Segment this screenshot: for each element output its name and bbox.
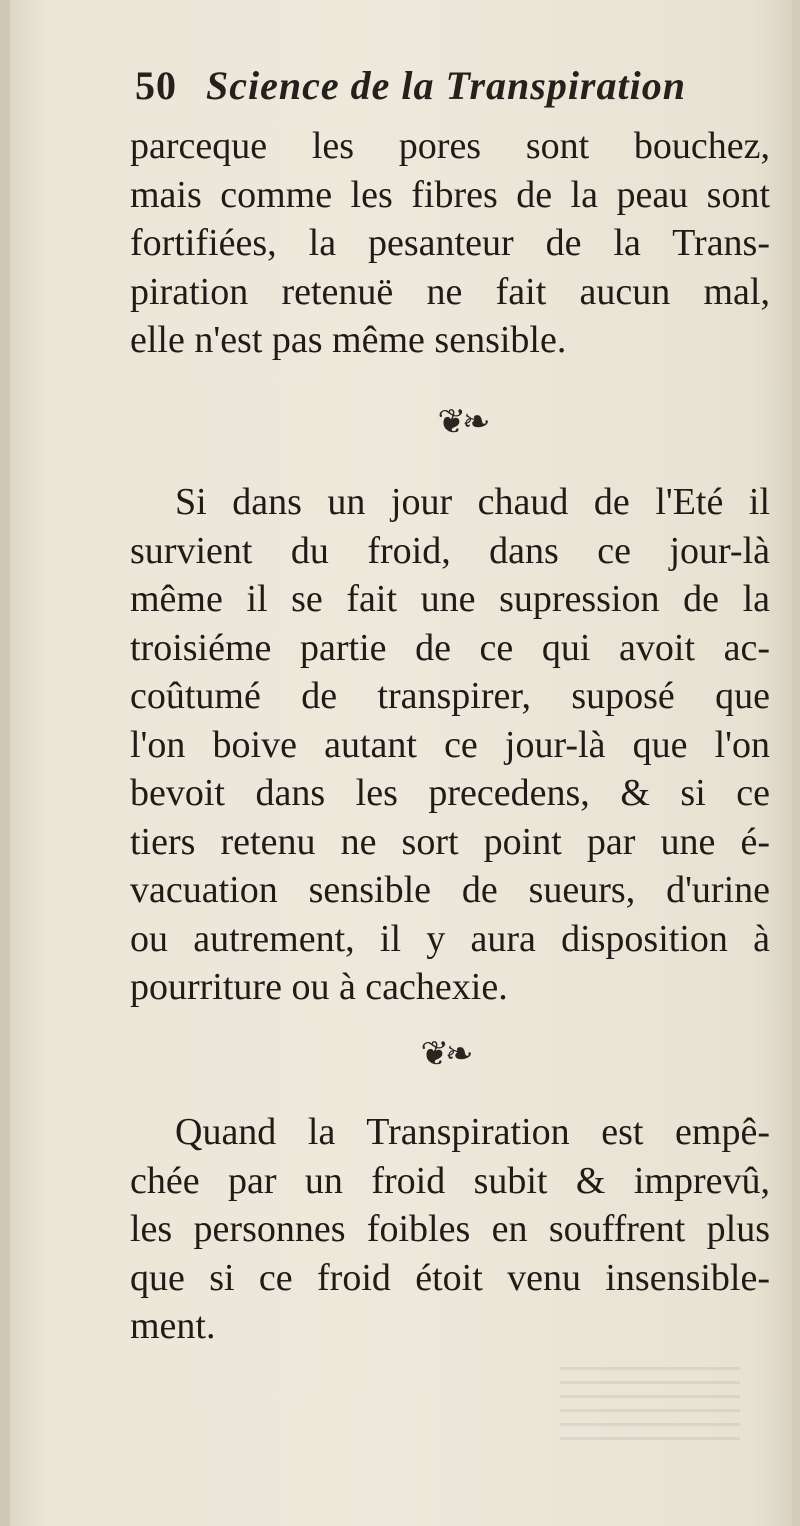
- text-line: parceque les pores sont bouchez,: [130, 125, 770, 167]
- show-through-bleed: [560, 1360, 740, 1440]
- text-line: elle n'est pas même sensible.: [130, 319, 567, 361]
- paragraph-3: [130, 1108, 770, 1351]
- text-line: Si dans un jour chaud de l'Eté il: [175, 481, 770, 523]
- text-line: ou autrement, il y aura disposition à: [130, 917, 770, 960]
- text-line: mais comme les fibres de la peau sont: [130, 173, 770, 216]
- fleuron-ornament: ❦❧: [437, 404, 487, 441]
- text-line: vacuation sensible de sueurs, d'urine: [130, 869, 770, 911]
- text-line: les personnes foibles en souffrent plus: [130, 1208, 770, 1250]
- running-title: Science de la Transpiration: [206, 63, 686, 108]
- text-line: même il se fait une supression de la: [130, 578, 770, 620]
- text-line: troisiéme partie de ce qui avoit ac-: [130, 626, 770, 669]
- page-number: 50: [135, 63, 177, 108]
- page-edge-left: [0, 0, 10, 1526]
- text-line: fortifiées, la pesanteur de la Trans-: [130, 222, 770, 264]
- text-line: pourriture ou à cachexie.: [130, 966, 508, 1008]
- text-line: chée par un froid subit & imprevû,: [130, 1159, 770, 1202]
- paragraph-2: [130, 478, 770, 1012]
- fleuron-ornament: ❦❧: [420, 1036, 470, 1073]
- text-line: tiers retenu ne sort point par une é-: [130, 820, 770, 863]
- text-line: Quand la Transpiration est empê-: [175, 1111, 770, 1153]
- text-line: coûtumé de transpirer, suposé que: [130, 675, 770, 717]
- page-edge-right: [792, 0, 800, 1526]
- text-line: que si ce froid étoit venu insensible-: [130, 1256, 770, 1299]
- text-line: l'on boive autant ce jour-là que l'on: [130, 723, 770, 766]
- paragraph-1: [130, 122, 770, 365]
- text-line: bevoit dans les precedens, & si ce: [130, 772, 770, 814]
- text-line: piration retenuë ne fait aucun mal,: [130, 270, 770, 313]
- text-line: survient du froid, dans ce jour-là: [130, 529, 770, 572]
- running-header: [135, 62, 755, 109]
- text-line: ment.: [130, 1305, 216, 1347]
